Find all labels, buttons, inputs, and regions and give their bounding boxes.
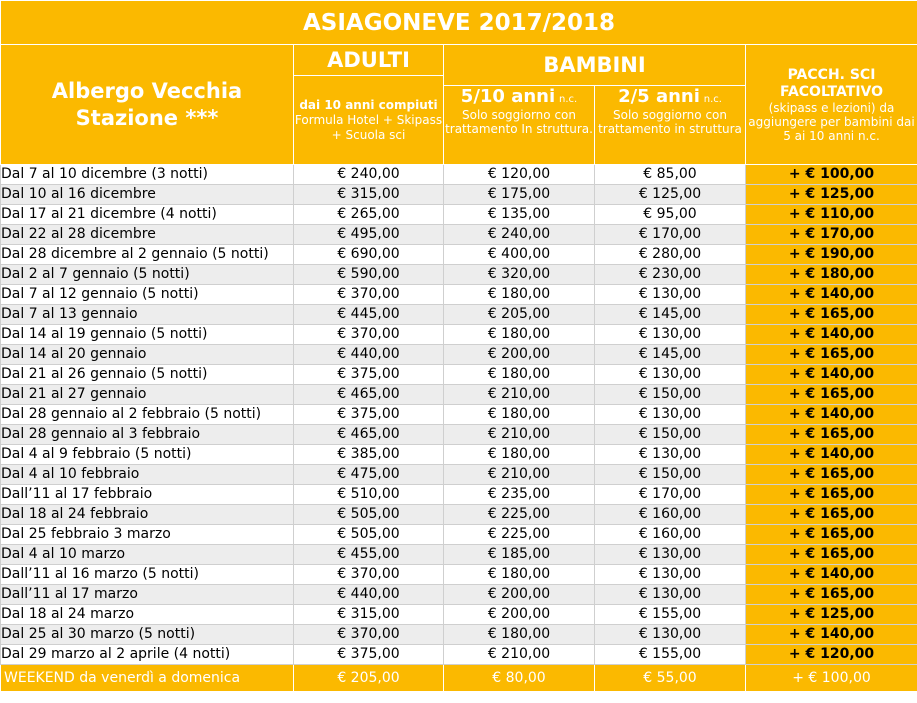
bambini-510-price: € 135,00 [444,205,595,225]
adulti-price: € 375,00 [294,405,444,425]
period-cell: Dal 7 al 10 dicembre (3 notti) [1,165,294,185]
weekend-pacchetto: + € 100,00 [746,665,917,692]
table-row [1,185,917,205]
table-row [1,645,917,665]
weekend-adulti: € 205,00 [294,665,444,692]
adulti-price: € 465,00 [294,385,444,405]
table-row [1,385,917,405]
bambini-25-price: € 170,00 [595,485,746,505]
bambini-25-price: € 170,00 [595,225,746,245]
period-cell: Dal 22 al 28 dicembre [1,225,294,245]
table-row [1,585,917,605]
bambini-510-price: € 180,00 [444,365,595,385]
pacchetto-header [746,45,917,165]
bambini-510-price: € 180,00 [444,405,595,425]
bambini-25-price: € 130,00 [595,565,746,585]
bambini-25-price: € 130,00 [595,625,746,645]
period-cell: Dall’11 al 17 marzo [1,585,294,605]
table-row [1,525,917,545]
adulti-header: ADULTI [294,45,444,76]
bambini-25-price: € 95,00 [595,205,746,225]
weekend-bambini-510: € 80,00 [444,665,595,692]
adulti-price: € 510,00 [294,485,444,505]
period-cell: Dal 28 gennaio al 2 febbraio (5 notti) [1,405,294,425]
bambini-510-price: € 180,00 [444,445,595,465]
adulti-price: € 265,00 [294,205,444,225]
table-row [1,365,917,385]
pacchetto-price: + € 165,00 [746,545,917,565]
bambini-510-price: € 210,00 [444,465,595,485]
bambini-25-price: € 130,00 [595,285,746,305]
bambini-25-price: € 130,00 [595,545,746,565]
adulti-price: € 445,00 [294,305,444,325]
table-row [1,625,917,645]
bambini-25-price: € 150,00 [595,385,746,405]
pacchetto-price: + € 165,00 [746,465,917,485]
adulti-price: € 315,00 [294,605,444,625]
table-row [1,565,917,585]
price-rows [1,165,917,665]
period-cell: Dal 2 al 7 gennaio (5 notti) [1,265,294,285]
adulti-price: € 455,00 [294,545,444,565]
adulti-price: € 505,00 [294,525,444,545]
pacchetto-price: + € 190,00 [746,245,917,265]
pacchetto-price: + € 140,00 [746,285,917,305]
table-row [1,285,917,305]
bambini-510-price: € 180,00 [444,625,595,645]
table-row [1,545,917,565]
period-cell: Dal 25 al 30 marzo (5 notti) [1,625,294,645]
adulti-desc [294,76,444,165]
bambini-25-price: € 130,00 [595,365,746,385]
period-cell: Dal 17 al 21 dicembre (4 notti) [1,205,294,225]
bambini-510-price: € 180,00 [444,565,595,585]
pacchetto-price: + € 140,00 [746,405,917,425]
bambini-510-price: € 200,00 [444,585,595,605]
period-cell: Dal 29 marzo al 2 aprile (4 notti) [1,645,294,665]
pacchetto-desc: (skipass e lezioni) da aggiungere per bambini dai 5 ai 10 anni n.c. [748,100,915,143]
bambini-510-price: € 200,00 [444,605,595,625]
pacchetto-price: + € 165,00 [746,505,917,525]
table-row [1,245,917,265]
table-title: ASIAGONEVE 2017/2018 [1,1,917,45]
bambini-25-price: € 230,00 [595,265,746,285]
hotel-name [1,45,294,165]
period-cell: Dall’11 al 16 marzo (5 notti) [1,565,294,585]
bambini-510-price: € 225,00 [444,525,595,545]
period-cell: Dal 18 al 24 marzo [1,605,294,625]
adulti-price: € 370,00 [294,325,444,345]
table-row [1,325,917,345]
bambini-25-price: € 85,00 [595,165,746,185]
period-cell: Dal 28 dicembre al 2 gennaio (5 notti) [1,245,294,265]
adulti-price: € 690,00 [294,245,444,265]
bambini-25-price: € 145,00 [595,305,746,325]
bambini-510-desc: Solo soggiorno con trattamento In struttura. [445,108,593,136]
pacchetto-price: + € 120,00 [746,645,917,665]
bambini-25-price: € 155,00 [595,645,746,665]
pacchetto-price: + € 125,00 [746,185,917,205]
table-row [1,445,917,465]
bambini-510-price: € 175,00 [444,185,595,205]
bambini-510-price: € 320,00 [444,265,595,285]
bambini-25-header [595,86,746,165]
bambini-header: BAMBINI [444,45,746,86]
period-cell: Dal 4 al 10 marzo [1,545,294,565]
adulti-price: € 440,00 [294,585,444,605]
table-row [1,505,917,525]
adulti-formula: Formula Hotel + Skipass + Scuola sci [294,112,443,142]
table-row [1,305,917,325]
pacchetto-price: + € 140,00 [746,565,917,585]
table-row [1,345,917,365]
hotel-name-line1: Albergo Vecchia [51,78,243,103]
bambini-510-price: € 235,00 [444,485,595,505]
bambini-25-price: € 125,00 [595,185,746,205]
pacchetto-price: + € 140,00 [746,365,917,385]
bambini-510-price: € 205,00 [444,305,595,325]
bambini-25-price: € 150,00 [595,425,746,445]
bambini-25-price: € 130,00 [595,585,746,605]
bambini-510-price: € 210,00 [444,385,595,405]
bambini-510-price: € 180,00 [444,325,595,345]
table-row [1,465,917,485]
adulti-price: € 370,00 [294,285,444,305]
bambini-25-nc: n.c. [703,94,722,105]
period-cell: Dal 14 al 20 gennaio [1,345,294,365]
table-row [1,485,917,505]
bambini-510-age: 5/10 anni [460,86,556,107]
pacchetto-price: + € 125,00 [746,605,917,625]
adulti-price: € 495,00 [294,225,444,245]
adulti-price: € 465,00 [294,425,444,445]
pacchetto-price: + € 165,00 [746,305,917,325]
hotel-name-line2: Stazione *** [75,105,219,130]
adulti-price: € 370,00 [294,565,444,585]
bambini-25-price: € 150,00 [595,465,746,485]
adulti-price: € 590,00 [294,265,444,285]
period-cell: Dal 4 al 9 febbraio (5 notti) [1,445,294,465]
pacchetto-line1: PACCH. SCI [787,66,876,83]
period-cell: Dall’11 al 17 febbraio [1,485,294,505]
table-row [1,165,917,185]
bambini-25-price: € 280,00 [595,245,746,265]
period-cell: Dal 7 al 13 gennaio [1,305,294,325]
weekend-period: WEEKEND da venerdì a domenica [1,665,294,692]
adulti-price: € 370,00 [294,625,444,645]
bambini-510-header [444,86,595,165]
bambini-25-price: € 160,00 [595,505,746,525]
pacchetto-price: + € 165,00 [746,385,917,405]
period-cell: Dal 28 gennaio al 3 febbraio [1,425,294,445]
table-row [1,225,917,245]
adulti-price: € 440,00 [294,345,444,365]
bambini-510-price: € 120,00 [444,165,595,185]
table-row [1,605,917,625]
bambini-510-price: € 200,00 [444,345,595,365]
table-row [1,205,917,225]
adulti-price: € 375,00 [294,365,444,385]
bambini-510-price: € 210,00 [444,645,595,665]
bambini-510-price: € 400,00 [444,245,595,265]
pacchetto-price: + € 165,00 [746,425,917,445]
pacchetto-price: + € 165,00 [746,485,917,505]
bambini-510-price: € 180,00 [444,285,595,305]
period-cell: Dal 21 al 26 gennaio (5 notti) [1,365,294,385]
adulti-age: dai 10 anni compiuti [299,97,438,112]
pacchetto-price: + € 170,00 [746,225,917,245]
pacchetto-price: + € 110,00 [746,205,917,225]
bambini-510-price: € 210,00 [444,425,595,445]
pacchetto-price: + € 165,00 [746,525,917,545]
bambini-25-price: € 155,00 [595,605,746,625]
pacchetto-price: + € 140,00 [746,625,917,645]
table-row [1,405,917,425]
bambini-510-price: € 185,00 [444,545,595,565]
period-cell: Dal 7 al 12 gennaio (5 notti) [1,285,294,305]
pacchetto-price: + € 140,00 [746,445,917,465]
bambini-25-price: € 130,00 [595,325,746,345]
bambini-510-price: € 240,00 [444,225,595,245]
pacchetto-price: + € 180,00 [746,265,917,285]
period-cell: Dal 14 al 19 gennaio (5 notti) [1,325,294,345]
bambini-25-price: € 130,00 [595,405,746,425]
adulti-price: € 375,00 [294,645,444,665]
adulti-price: € 505,00 [294,505,444,525]
bambini-510-nc: n.c. [558,94,578,105]
period-cell: Dal 10 al 16 dicembre [1,185,294,205]
pacchetto-price: + € 140,00 [746,325,917,345]
period-cell: Dal 25 febbraio 3 marzo [1,525,294,545]
table-row [1,425,917,445]
bambini-25-price: € 160,00 [595,525,746,545]
adulti-price: € 475,00 [294,465,444,485]
pacchetto-price: + € 100,00 [746,165,917,185]
period-cell: Dal 4 al 10 febbraio [1,465,294,485]
bambini-25-age: 2/5 anni [618,86,700,107]
pacchetto-price: + € 165,00 [746,585,917,605]
bambini-25-desc: Solo soggiorno con trattamento in struttura [598,108,742,136]
period-cell: Dal 21 al 27 gennaio [1,385,294,405]
table-row [1,265,917,285]
bambini-25-price: € 130,00 [595,445,746,465]
adulti-price: € 315,00 [294,185,444,205]
pacchetto-line2: FACOLTATIVO [779,83,884,100]
adulti-price: € 385,00 [294,445,444,465]
bambini-510-price: € 225,00 [444,505,595,525]
weekend-row [1,665,917,692]
pacchetto-price: + € 165,00 [746,345,917,365]
weekend-bambini-25: € 55,00 [595,665,746,692]
bambini-25-price: € 145,00 [595,345,746,365]
period-cell: Dal 18 al 24 febbraio [1,505,294,525]
adulti-price: € 240,00 [294,165,444,185]
